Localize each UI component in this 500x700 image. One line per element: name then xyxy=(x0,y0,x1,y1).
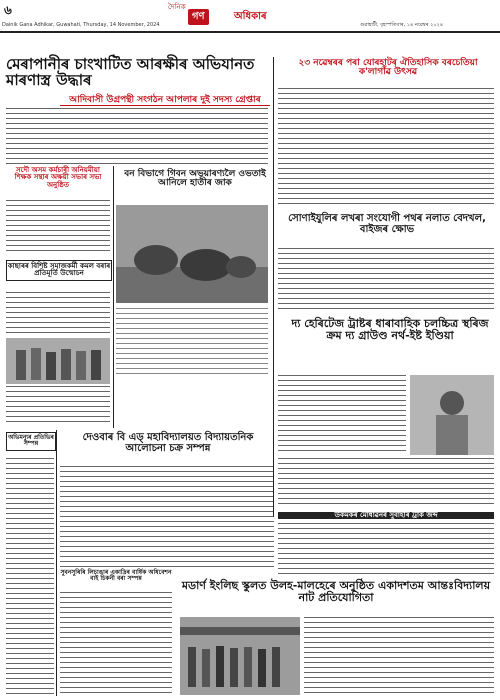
logo-part-b: অধিকাৰ xyxy=(234,11,267,22)
story3-headline: বন বিভাগে গিবন অভয়াৰণ্যলৈ ওভতাই আনিলে হাতীৰ জাক xyxy=(124,169,266,189)
story2-headline: সদৌ অসম কৰ্মচাৰী অনিয়মীয়া শিক্ষক সন্থাৰ অক্ষয়ী সভাৰ সভা অনুষ্ঠিত xyxy=(14,166,102,189)
story6-photo xyxy=(6,338,110,384)
page-number: ৬ xyxy=(4,3,12,17)
story3-body xyxy=(116,308,268,378)
elephants-photo xyxy=(116,205,268,303)
story7-body xyxy=(278,375,406,455)
story5-headline: সোণাইযুলিৰ লখৰা সংযোগী পথৰ নলাত বেদখল, বাইজৰ ক্ষোভ xyxy=(288,213,486,235)
story7-body-2 xyxy=(278,458,494,508)
story12-body xyxy=(304,617,494,695)
story5-body xyxy=(278,248,494,312)
story2-body xyxy=(6,200,110,255)
story6-photo-art xyxy=(6,338,110,384)
story12-photo xyxy=(180,617,300,695)
story8-body xyxy=(6,458,54,696)
lead-headline: মেৰাপানীৰ চাংখাটিত আৰক্ষীৰ অভিযানত মাৰণাস্ত্ৰ উদ্ধাৰ xyxy=(6,55,255,89)
story12-headline: মডাৰ্ণ ইংলিছ স্কুলত উলহ-মালহেৰে অনুষ্ঠিত একাদশতম আন্তঃবিদ্যালয় নাট প্ৰতিযোগিতা xyxy=(181,579,491,604)
masthead xyxy=(0,0,500,33)
story10-headline: উকমকৰ মোধাৱনৰ সুবাহৰি ট্ৰাক জব্দ xyxy=(278,512,494,519)
elephants-photo-art xyxy=(116,205,268,303)
logo-daily-label: দৈনিক xyxy=(168,3,186,11)
story6-body xyxy=(6,292,110,337)
logo-part-a: গণ xyxy=(188,9,209,25)
story9-body xyxy=(60,466,274,568)
story10-body xyxy=(278,523,494,575)
story6-body-2 xyxy=(6,386,110,426)
story4-headline: ২৩ নৱেম্বৰৰ পৰা যোৰহাটৰ ঐতিহাসিক বৰচেতিয়া ক'লাগাঁৱ উৎসৱ xyxy=(298,58,478,78)
lead-body-text xyxy=(6,108,268,164)
story11-headline: সুবনসুৰিৰি লিচাঙাৰ একাদ্ৰিৰ বাৰ্ষিক অধিবেশন বাই চিকনী বৰা সম্পন্ন xyxy=(60,569,172,583)
story11-body xyxy=(60,592,172,696)
story8-headline: অভিমন্যুৰ প্ৰতিভিৰ সম্পন্ন xyxy=(6,432,56,451)
story4-body xyxy=(278,88,494,208)
newspaper-logo xyxy=(168,3,320,25)
column-rule xyxy=(273,57,274,517)
story7-photo xyxy=(410,375,494,455)
story12-photo-art xyxy=(180,617,300,695)
column-rule xyxy=(113,166,114,428)
story9-headline: দেওবাৰ বি এড্ মহাবিদ্যালয়ত বিদ্যায়তনিক আলোচনা চক্ৰ সম্পন্ন xyxy=(82,432,254,454)
lead-subhead: আদিবাসী উগ্ৰপন্থী সংগঠন আপলাৰ দুই সদস্য গ্ৰেপ্তাৰ xyxy=(60,96,270,106)
story7-headline: দ্য হেৰিটেজ ট্ৰাষ্টৰ ধাৰাবাহিক চলচ্চিত্ৰ স্থৰিজ ক্ৰম দ্য গ্ৰাউণ্ড নৰ্থ-ইষ্ট ইণ্ডিয়া xyxy=(291,317,489,342)
story7-photo-art xyxy=(410,375,494,455)
date-line: গুৱাহাটী, বৃহস্পতিবাৰ, ১৪ নৱেম্বৰ ২০২৪ xyxy=(360,22,444,28)
column-rule xyxy=(56,430,57,696)
story6-headline: কাছাৰৰ বিশিষ্ট সমাজকৰ্মী কমল বৰাৰ প্ৰতিমূৰ্তি উন্মোচন xyxy=(6,260,112,281)
edition-line: Dainik Gana Adhikar, Guwahati, Thursday, 14 November, 2024 xyxy=(2,22,160,28)
